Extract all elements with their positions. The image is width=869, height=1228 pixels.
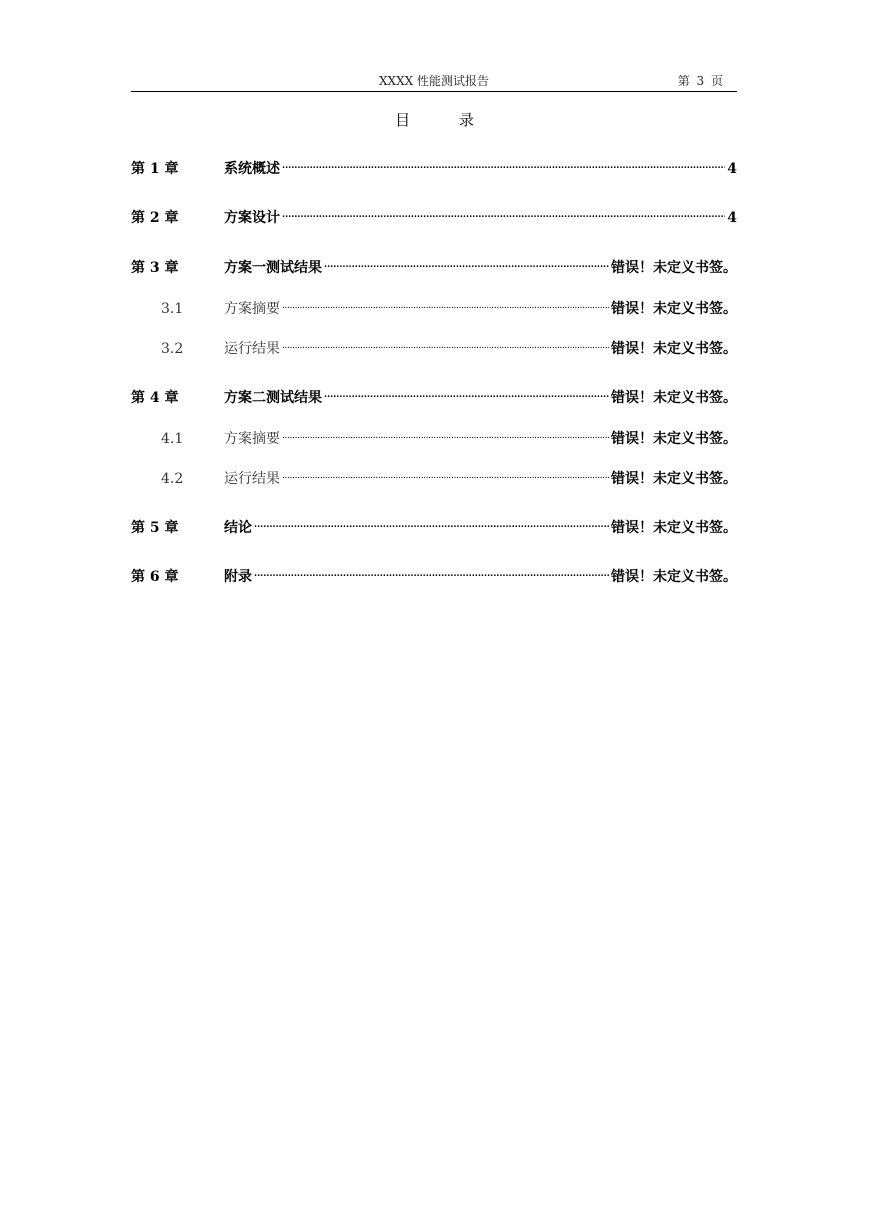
toc-entry-page: 错误！未定义书签。	[611, 390, 737, 406]
toc-entry-page: 错误！未定义书签。	[611, 431, 737, 447]
toc-entry-label: 运行结果	[224, 341, 280, 357]
toc-dot-leader	[282, 345, 609, 359]
toc-entry-number: 第 1 章	[131, 161, 179, 177]
toc-entry-number: 3.2	[161, 341, 184, 357]
toc-dot-leader	[282, 305, 609, 319]
toc-entry[interactable]	[131, 338, 737, 360]
toc-entry[interactable]	[131, 428, 737, 450]
toc-dot-leader	[282, 475, 609, 489]
toc-dot-leader	[324, 264, 609, 278]
toc-entry-page: 4	[727, 161, 737, 177]
toc-entry[interactable]	[131, 566, 737, 588]
toc-entry[interactable]	[131, 158, 737, 180]
toc-entry-number: 第 3 章	[131, 260, 179, 276]
toc-dot-leader	[282, 214, 725, 228]
toc-dot-leader	[254, 573, 609, 587]
toc-dot-leader	[282, 435, 609, 449]
toc-entry-label: 运行结果	[224, 471, 280, 487]
toc-entry[interactable]	[131, 468, 737, 490]
toc-entry-number: 4.2	[161, 471, 184, 487]
toc-entry-page: 错误！未定义书签。	[611, 341, 737, 357]
toc-entry-label: 方案二测试结果	[224, 390, 322, 406]
toc-entry-label: 方案设计	[224, 210, 280, 226]
toc-entry-page: 错误！未定义书签。	[611, 260, 737, 276]
toc-entry-label: 结论	[224, 520, 252, 536]
toc-title: 目 录	[395, 111, 496, 129]
header-page-number: 第 3 页	[677, 74, 723, 88]
toc-dot-leader	[324, 394, 609, 408]
toc-entry[interactable]	[131, 517, 737, 539]
toc-dot-leader	[254, 524, 609, 538]
toc-entry[interactable]	[131, 298, 737, 320]
toc-entry-page: 错误！未定义书签。	[611, 471, 737, 487]
toc-entry-number: 4.1	[161, 431, 184, 447]
toc-entry-page: 错误！未定义书签。	[611, 301, 737, 317]
toc-entry-label: 方案一测试结果	[224, 260, 322, 276]
toc-entry[interactable]	[131, 257, 737, 279]
toc-entry-number: 第 6 章	[131, 569, 179, 585]
toc-entry-page: 错误！未定义书签。	[611, 520, 737, 536]
toc-entry[interactable]	[131, 207, 737, 229]
toc-entry-number: 第 5 章	[131, 520, 179, 536]
toc-entry-page: 4	[727, 210, 737, 226]
toc-entry-label: 方案摘要	[224, 301, 280, 317]
toc-entry-number: 第 2 章	[131, 210, 179, 226]
toc-dot-leader	[282, 165, 725, 179]
toc-entry[interactable]	[131, 387, 737, 409]
header-title: XXXX 性能测试报告	[379, 74, 489, 88]
toc-entry-number: 3.1	[161, 301, 184, 317]
toc-entry-page: 错误！未定义书签。	[611, 569, 737, 585]
header-divider	[131, 91, 737, 92]
page-header	[131, 72, 737, 90]
toc-entry-label: 方案摘要	[224, 431, 280, 447]
toc-entry-number: 第 4 章	[131, 390, 179, 406]
toc-entry-label: 附录	[224, 569, 252, 585]
toc-entry-label: 系统概述	[224, 161, 280, 177]
